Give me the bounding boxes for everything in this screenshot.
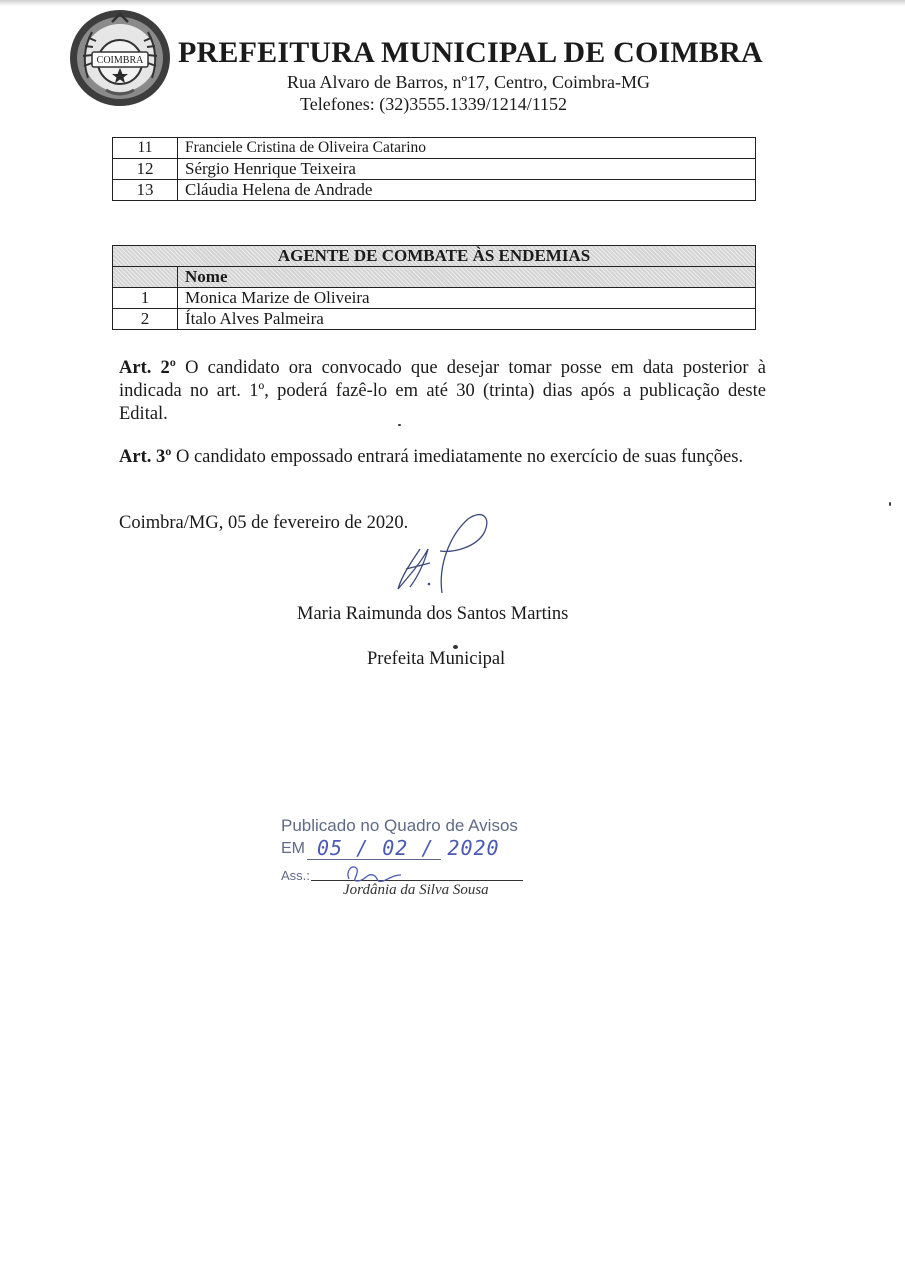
table-header-row	[113, 267, 756, 288]
article-3-text: O candidato empossado entrará imediatamente no exercício de suas funções.	[175, 447, 744, 467]
handwritten-initials	[335, 861, 405, 887]
stamp-em-label: EM	[281, 840, 305, 857]
table-row	[113, 288, 756, 309]
table-row	[113, 159, 756, 180]
place-date: Coimbra/MG, 05 de fevereiro de 2020.	[119, 513, 409, 533]
endemic-agents-table	[112, 245, 756, 330]
phone-line: Telefones: (32)3555.1339/1214/1152	[300, 94, 568, 114]
table-row	[113, 180, 756, 201]
scan-edge	[0, 0, 905, 6]
signer-name: Maria Raimunda dos Santos Martins	[297, 604, 569, 624]
seal-text: COIMBRA	[96, 55, 144, 66]
article-2-label: Art. 2º	[119, 358, 176, 378]
stamp-ass-label: Ass.:	[281, 868, 310, 883]
number-column-header	[113, 267, 178, 288]
address-line: Rua Alvaro de Barros, nº17, Centro, Coimbra-MG	[287, 72, 651, 92]
stamp-signer-name: Jordânia da Silva Sousa	[343, 882, 489, 898]
table-title-row	[113, 246, 756, 267]
article-2	[119, 357, 766, 426]
article-3-label: Art. 3º	[119, 447, 172, 467]
municipality-title: PREFEITURA MUNICIPAL DE COIMBRA	[178, 36, 763, 69]
name-column-header: Nome	[178, 267, 756, 288]
article-2-text: O candidato ora convocado que desejar tomar posse em data posterior à indicada no art. 1º, poderá fazê-lo em até 30 (trinta) dias após a publicação deste Edital.	[119, 358, 766, 424]
row-name: Sérgio Henrique Teixeira	[178, 159, 756, 180]
stamp-handwritten-date: 05 / 02 / 2020	[317, 836, 500, 860]
row-name: Monica Marize de Oliveira	[178, 288, 756, 309]
signer-role: Prefeita Municipal	[367, 649, 506, 669]
ink-speck	[453, 645, 458, 649]
stamp-title: Publicado no Quadro de Avisos	[281, 816, 518, 835]
row-name: Ítalo Alves Palmeira	[178, 309, 756, 330]
row-name: Cláudia Helena de Andrade	[178, 180, 756, 201]
article-3	[119, 446, 766, 469]
row-number: 13	[113, 180, 178, 201]
ink-speck	[889, 502, 891, 506]
row-number: 1	[113, 288, 178, 309]
row-number: 11	[113, 138, 178, 159]
table-row	[113, 138, 756, 159]
handwritten-signature	[380, 505, 500, 605]
row-name: Franciele Cristina de Oliveira Catarino	[178, 138, 756, 159]
row-number: 12	[113, 159, 178, 180]
row-number: 2	[113, 309, 178, 330]
ink-speck	[398, 424, 401, 426]
table-title: AGENTE DE COMBATE ÀS ENDEMIAS	[113, 246, 756, 267]
table-row	[113, 309, 756, 330]
coat-of-arms-seal	[68, 8, 172, 108]
candidates-table-continued	[112, 137, 756, 201]
